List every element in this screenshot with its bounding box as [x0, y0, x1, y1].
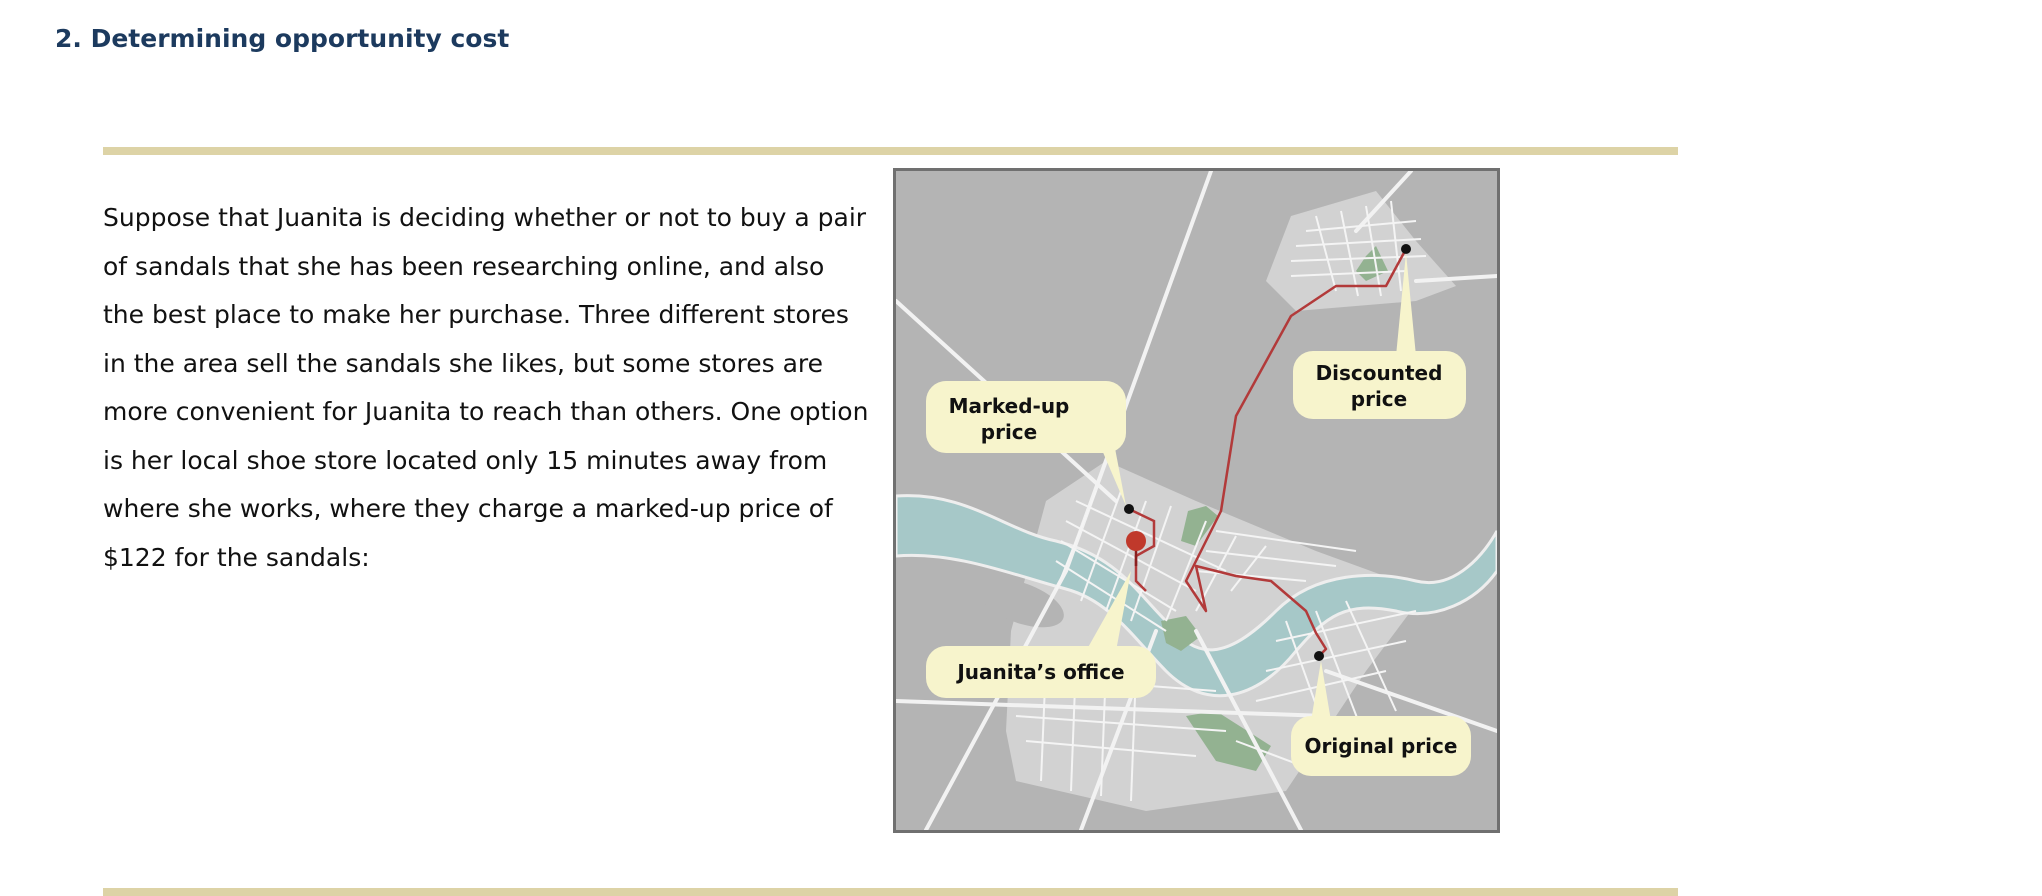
city-map	[893, 168, 1500, 833]
callout-office-label: Juanita’s office	[957, 660, 1125, 684]
city-map-graphic	[896, 171, 1497, 830]
section-title: 2. Determining opportunity cost	[55, 24, 510, 53]
bottom-divider	[103, 888, 1678, 896]
callout-marked-up-line1: Marked-up	[948, 394, 1070, 418]
discounted-store-marker	[1401, 244, 1411, 254]
callout-original-label: Original price	[1304, 734, 1458, 758]
callout-discounted-line2: price	[1350, 387, 1408, 411]
callout-discounted-line1: Discounted	[1315, 361, 1443, 385]
intro-paragraph: Suppose that Juanita is deciding whether or not to buy a pair of sandals that she has been researching online, and also the best place to make her purchase. Three different stores in the area sell the sandals she likes, but some stores are more convenient for Juanita to reach than others. One option is her local shoe store located only 15 minutes away from where she works, where they charge a marked-up price of $122 for the sandals:	[103, 203, 869, 572]
original-store-marker	[1314, 651, 1324, 661]
top-divider	[103, 147, 1678, 155]
callout-marked-up-line2: price	[980, 420, 1038, 444]
marked-up-store-marker	[1124, 504, 1134, 514]
